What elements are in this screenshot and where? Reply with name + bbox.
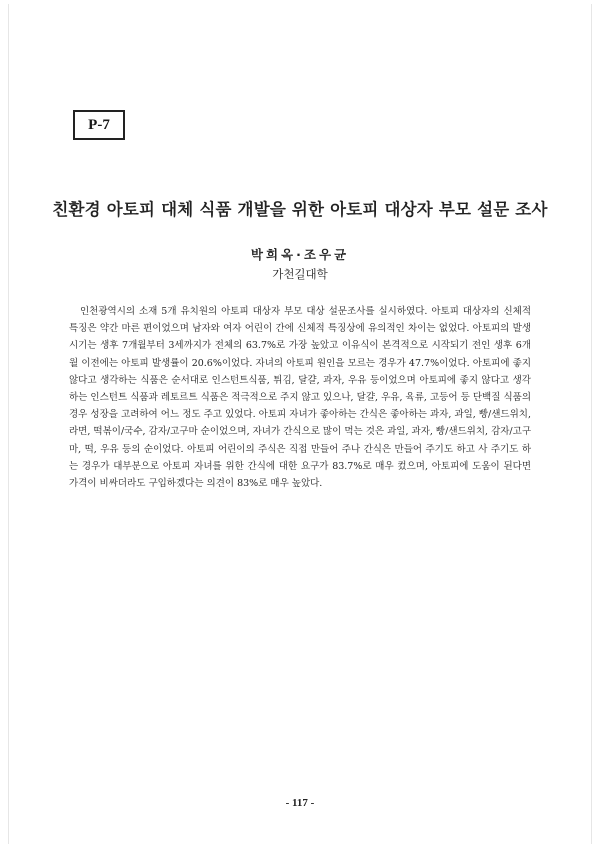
paper-affiliation: 가천길대학 xyxy=(272,267,328,281)
page-number: - 117 - xyxy=(285,797,315,809)
paper-authors: 박희옥·조우균 xyxy=(250,247,350,262)
abstract-body: 인천광역시의 소재 5개 유치원의 아토피 대상자 부모 대상 설문조사를 실시하였다. 아토피 대상자의 신체적 특징은 약간 마른 편이었으며 남자와 여자 어린이 간에 신체적 특징상에 유의적인 차이는 없었다. 아토피의 발생시기는 생후 7개월부터 3세까지가 전체의 63.7%로 가장 높았고 이유식이 본격적으로 시작되기 전인 생후 6개월 이전에는 아토피 발생률이 20.6%이었다. 자녀의 아토피 원인을 모르는 경우가 47.7%이었다. 아토피에 좋지 않다고 생각하는 식품은 순서대로 인스턴트식품, 튀김, 달걀, 과자, 우유 등이었으며 아토피에 좋지 않다고 생각하는 인스턴트 식품과 레토르트 식품은 적극적으로 주지 않고 있으나, 달걀, 우유, 육류, 고등어 등 단백질 식품의 경우 성장을 고려하여 어느 정도 주고 있었다. 아토피 자녀가 좋아하는 간식은 좋아하는 과자, 과일, 빵/샌드위치, 라면, 떡볶이/국수, 감자/고구마 순이었으며, 자녀가 간식으로 많이 먹는 것은 과일, 과자, 빵/샌드위치, 감자/고구마, 떡, 우유 등의 순이었다. 아토피 어린이의 주식은 직접 만들어 주나 간식은 만들어 주기도 하고 사 주기도 하는 경우가 대부분으로 아토피 자녀를 위한 간식에 대한 요구가 83.7%로 매우 컸으며, 아토피에 도움이 된다면 가격이 비싸더라도 구입하겠다는 의견이 83%로 매우 높았다. xyxy=(69,306,531,490)
paper-title: 친환경 아토피 대체 식품 개발을 위한 아토피 대상자 부모 설문 조사 xyxy=(52,200,548,219)
paper-code-box: P-7 xyxy=(73,110,125,140)
